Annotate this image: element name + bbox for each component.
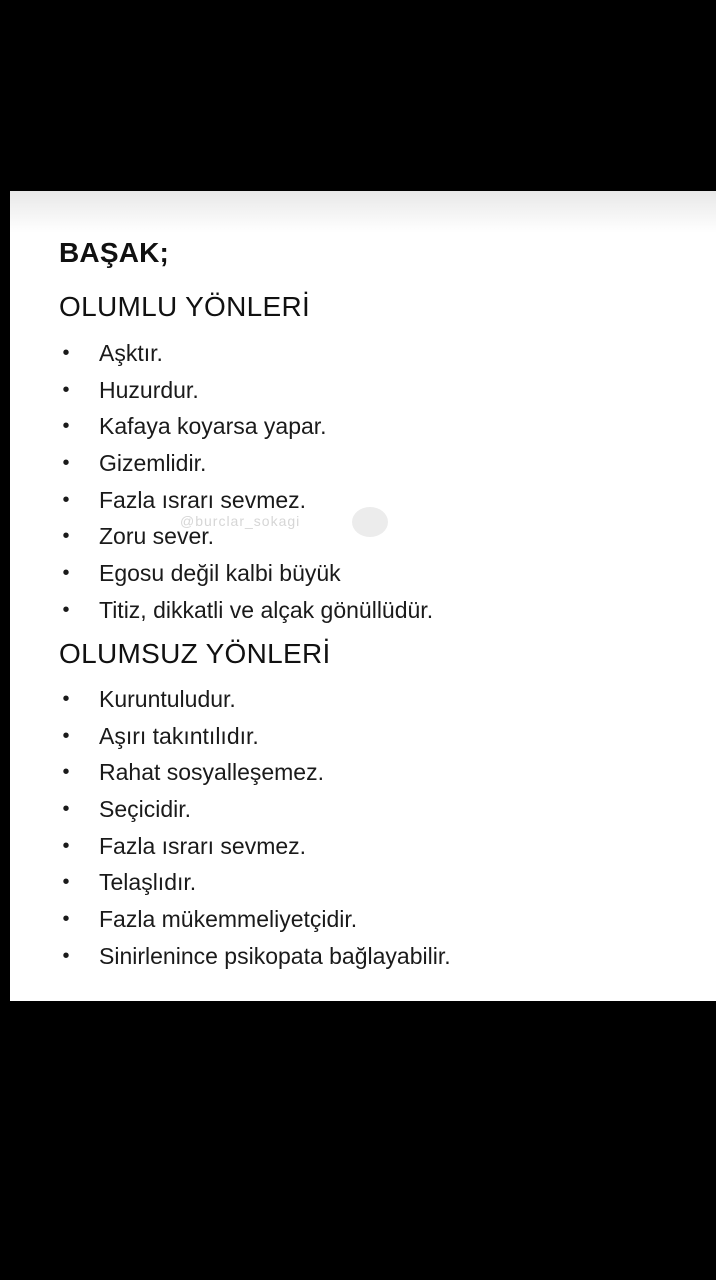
watermark-logo-icon	[352, 507, 388, 537]
bullet-icon: •	[62, 798, 70, 821]
list-item-text: Telaşlıdır.	[99, 869, 197, 896]
list-item-text: Zoru sever.	[99, 523, 215, 550]
bullet-icon: •	[62, 908, 70, 931]
bullet-icon: •	[62, 944, 70, 967]
bullet-icon: •	[62, 562, 70, 585]
positive-heading: OLUMLU YÖNLERİ	[59, 291, 311, 322]
negative-heading: OLUMSUZ YÖNLERİ	[59, 638, 331, 669]
list-item-text: Aşırı takıntılıdır.	[99, 722, 259, 749]
bullet-icon: •	[62, 415, 70, 438]
bullet-icon: •	[62, 598, 70, 621]
bullet-icon: •	[62, 342, 70, 364]
list-item-text: Kafaya koyarsa yapar.	[99, 413, 327, 440]
list-item-text: Fazla mükemmeliyetçidir.	[99, 906, 358, 933]
bullet-icon: •	[62, 724, 70, 747]
list-item-text: Kuruntuludur.	[99, 686, 236, 712]
bullet-icon: •	[62, 761, 70, 784]
bullet-icon: •	[62, 525, 70, 548]
list-item-text: Rahat sosyalleşemez.	[99, 759, 324, 786]
list-item-text: Gizemlidir.	[99, 450, 207, 477]
list-item-text: Fazla ısrarı sevmez.	[99, 832, 307, 859]
page-title: BAŞAK;	[59, 237, 170, 268]
list-item-text: Seçicidir.	[99, 796, 192, 823]
list-item-text: Fazla ısrarı sevmez.	[99, 486, 307, 513]
watermark-text: @burclar_sokagi	[180, 513, 301, 529]
bullet-icon: •	[62, 378, 70, 401]
bullet-icon: •	[62, 834, 70, 857]
document-card	[10, 191, 716, 1001]
list-item-text: Titiz, dikkatli ve alçak gönüllüdür.	[99, 596, 434, 623]
list-item-text: Sinirlenince psikopata bağlayabilir.	[99, 942, 451, 969]
list-item-text: Egosu değil kalbi büyük	[99, 560, 341, 587]
bullet-icon: •	[62, 871, 70, 894]
bullet-icon: •	[62, 688, 70, 710]
bullet-icon: •	[62, 488, 70, 511]
list-item-text: Aşktır.	[99, 340, 163, 366]
bullet-icon: •	[62, 452, 70, 475]
list-item-text: Huzurdur.	[99, 376, 199, 403]
